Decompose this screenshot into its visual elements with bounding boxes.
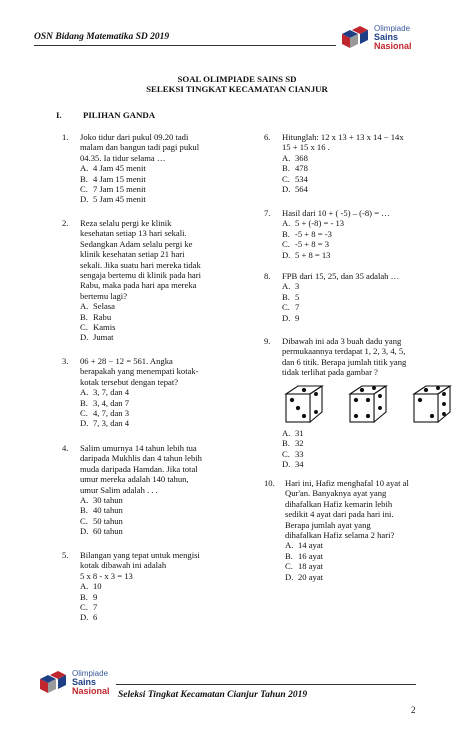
option-text: 34 bbox=[295, 459, 304, 470]
option-letter: D. bbox=[285, 571, 294, 582]
question-number: 5. bbox=[62, 550, 69, 560]
option-text: 18 ayat bbox=[298, 561, 324, 572]
stem-line: dihafalkan Hafiz kemarin lebih bbox=[285, 498, 393, 509]
option bbox=[80, 184, 275, 194]
question-number: 6. bbox=[264, 132, 271, 142]
cube-logo-icon bbox=[338, 24, 372, 54]
question-number: 3. bbox=[62, 356, 69, 366]
question-2 bbox=[62, 218, 275, 343]
section-heading bbox=[56, 110, 155, 120]
option bbox=[282, 459, 460, 469]
option-text: 9 bbox=[295, 312, 300, 323]
option-letter: D. bbox=[282, 312, 291, 323]
header-title: OSN Bidang Matematika SD 2019 bbox=[34, 32, 170, 42]
option bbox=[285, 561, 460, 571]
option bbox=[80, 312, 275, 322]
stem-line: umur Salim adalah . . . bbox=[80, 484, 158, 495]
option bbox=[282, 302, 460, 312]
option-text: 5 + 8 = 13 bbox=[295, 249, 331, 260]
stem-line: Berapa jumlah ayat yang bbox=[285, 519, 371, 530]
stem-line: Reza selalu pergi ke klinik bbox=[80, 218, 172, 228]
option-letter: C. bbox=[285, 561, 293, 572]
stem-line: Bilangan yang tepat untuk mengisi bbox=[80, 550, 200, 560]
option-letter: C. bbox=[80, 408, 88, 419]
option-letter: C. bbox=[80, 602, 88, 613]
stem-line: kotak dibawah ini adalah bbox=[80, 560, 167, 571]
options-list bbox=[80, 581, 275, 623]
option bbox=[282, 229, 460, 239]
option-text: 3, 4, dan 7 bbox=[93, 397, 130, 408]
question-stem bbox=[80, 218, 275, 301]
options-list bbox=[80, 301, 275, 343]
logo-text bbox=[374, 24, 412, 51]
option-text: 40 tahun bbox=[93, 505, 123, 516]
question-8 bbox=[264, 271, 460, 323]
option-text: 20 ayat bbox=[298, 571, 324, 582]
stem-line: 5 x 8 - x 3 = 13 bbox=[80, 570, 133, 581]
question-1 bbox=[62, 132, 275, 205]
option-text: Selasa bbox=[93, 301, 115, 312]
option-text: 4, 7, dan 3 bbox=[93, 408, 130, 419]
option bbox=[285, 572, 460, 582]
options-list bbox=[80, 163, 275, 205]
option-text: 5 Jam 45 menit bbox=[93, 194, 146, 205]
logo-line1: Olimpiade bbox=[374, 24, 411, 33]
option-letter: B. bbox=[80, 591, 88, 602]
option-letter: C. bbox=[282, 239, 290, 250]
option bbox=[282, 174, 460, 184]
option-letter: A. bbox=[282, 218, 291, 229]
footer-rule bbox=[116, 684, 416, 685]
question-stem bbox=[282, 271, 460, 281]
stem-line: Hari ini, Hafiz menghafal 10 ayat al bbox=[285, 478, 409, 488]
stem-line: dan 6 titik. Berapa jumlah titik yang bbox=[282, 356, 407, 367]
die-icon bbox=[350, 386, 386, 422]
main-title: SOAL OLIMPIADE SAINS SD bbox=[177, 74, 297, 84]
option bbox=[80, 387, 275, 397]
stem-line: umur mereka adalah 140 tahun, bbox=[80, 474, 189, 485]
option-letter: B. bbox=[285, 550, 293, 561]
question-7 bbox=[264, 208, 460, 260]
option-text: 7 bbox=[295, 302, 300, 313]
options-list bbox=[282, 153, 460, 195]
option-letter: B. bbox=[282, 438, 290, 449]
option-text: 32 bbox=[295, 438, 304, 449]
question-number: 2. bbox=[62, 218, 69, 228]
option-text: -5 + 8 = -3 bbox=[295, 228, 332, 239]
option-letter: B. bbox=[282, 291, 290, 302]
question-number: 4. bbox=[62, 443, 69, 453]
option bbox=[80, 408, 275, 418]
question-stem bbox=[282, 208, 460, 218]
option-letter: C. bbox=[282, 448, 290, 459]
question-number: 9. bbox=[264, 336, 271, 346]
option-text: 50 tahun bbox=[93, 515, 123, 526]
stem-line: Sedangkan Adam selalu pergi ke bbox=[80, 238, 193, 249]
option-text: Rabu bbox=[93, 311, 112, 322]
stem-line: 04.35. Ia tidur selama … bbox=[80, 152, 166, 163]
option bbox=[80, 301, 275, 311]
option-text: 7 bbox=[93, 602, 98, 613]
stem-line: Salim umurnya 14 tahun lebih tua bbox=[80, 443, 197, 453]
stem-line: Joko tidur dari pukul 09.20 tadi bbox=[80, 132, 189, 142]
option-letter: A. bbox=[80, 301, 89, 312]
option-text: 33 bbox=[295, 448, 304, 459]
stem-line: daripada Mukhlis dan 4 tahun lebih bbox=[80, 453, 202, 464]
cube-logo-icon bbox=[36, 669, 70, 699]
stem-line: sekali. Jika suatu hari mereka tidak bbox=[80, 259, 201, 270]
option bbox=[80, 163, 275, 173]
option-letter: C. bbox=[282, 173, 290, 184]
option-text: 14 ayat bbox=[298, 540, 324, 551]
stem-line: 06 + 28 − 12 = 561. Angka bbox=[80, 356, 173, 366]
option bbox=[80, 602, 275, 612]
section-label: PILIHAN GANDA bbox=[83, 110, 156, 120]
question-stem bbox=[80, 550, 275, 581]
stem-line: bertemu lagi? bbox=[80, 290, 128, 301]
options-list bbox=[80, 387, 275, 429]
question-4 bbox=[62, 443, 275, 537]
option bbox=[80, 194, 275, 204]
question-stem bbox=[282, 336, 460, 378]
option bbox=[282, 281, 460, 291]
option bbox=[285, 551, 460, 561]
osn-logo-footer bbox=[36, 669, 110, 704]
stem-line: kotak tersebut dengan tepat? bbox=[80, 376, 179, 387]
option-text: 478 bbox=[295, 163, 308, 174]
option-text: 60 tahun bbox=[93, 526, 123, 537]
option-text: 30 tahun bbox=[93, 495, 123, 506]
options-list bbox=[285, 540, 460, 582]
option-text: 5 bbox=[295, 291, 300, 302]
option-letter: B. bbox=[80, 311, 88, 322]
stem-line: Qur'an. Banyaknya ayat yang bbox=[285, 488, 387, 499]
options-list bbox=[282, 218, 460, 260]
stem-line: Hasil dari 10 + ( -5) – (-8) = … bbox=[282, 208, 390, 218]
option-letter: C. bbox=[282, 302, 290, 313]
stem-line: Dibawah ini ada 3 buah dadu yang bbox=[282, 336, 402, 346]
option bbox=[282, 313, 460, 323]
option bbox=[282, 153, 460, 163]
option-letter: B. bbox=[80, 505, 88, 516]
stem-line: sengaja bertemu di klinik pada hari bbox=[80, 270, 201, 281]
section-number: I. bbox=[56, 110, 62, 120]
option-letter: D. bbox=[282, 459, 291, 470]
question-stem bbox=[80, 443, 275, 495]
option bbox=[282, 250, 460, 260]
option-letter: D. bbox=[80, 418, 89, 429]
footer-text: Seleksi Tingkat Kecamatan Cianjur Tahun 2019 bbox=[118, 690, 308, 700]
option bbox=[80, 592, 275, 602]
header-rule bbox=[34, 45, 336, 46]
three-dice-figure bbox=[276, 382, 466, 426]
stem-line: 15 + 15 x 16 . bbox=[282, 142, 330, 153]
page-number: 2 bbox=[411, 705, 416, 715]
option-text: -5 + 8 = 3 bbox=[295, 239, 330, 250]
stem-line: permukaannya terdapat 1, 2, 3, 4, 5, bbox=[282, 346, 406, 357]
die-icon bbox=[414, 386, 450, 422]
question-stem bbox=[80, 132, 275, 163]
stem-line: Rabu, maka pada hari apa mereka bbox=[80, 280, 197, 291]
option-letter: A. bbox=[80, 387, 89, 398]
option bbox=[80, 332, 275, 342]
option-text: Kamis bbox=[93, 322, 116, 333]
die-icon bbox=[286, 386, 322, 422]
question-5 bbox=[62, 550, 275, 623]
stem-line: muda daripada Hamdan. Jika total bbox=[80, 463, 198, 474]
option bbox=[282, 218, 460, 228]
options-list bbox=[282, 281, 460, 323]
options-list bbox=[282, 428, 460, 470]
options-list bbox=[80, 495, 275, 537]
stem-line: berapakah yang menempati kotak- bbox=[80, 366, 199, 377]
option-letter: D. bbox=[80, 612, 89, 623]
option-text: 31 bbox=[295, 428, 304, 439]
option-letter: A. bbox=[282, 152, 291, 163]
question-number: 10. bbox=[264, 478, 275, 488]
option bbox=[282, 184, 460, 194]
option bbox=[80, 322, 275, 332]
option-letter: B. bbox=[80, 173, 88, 184]
stem-line: klinik kesehatan setiap 21 hari bbox=[80, 249, 185, 260]
option-text: 3 bbox=[295, 281, 300, 292]
option-text: 4 Jam 15 menit bbox=[93, 173, 146, 184]
stem-line: sedikit 4 ayat dari pada hari ini. bbox=[285, 509, 394, 520]
option-text: 6 bbox=[93, 612, 98, 623]
option bbox=[282, 449, 460, 459]
option-text: 4 Jam 45 menit bbox=[93, 163, 146, 174]
option bbox=[80, 398, 275, 408]
option bbox=[80, 516, 275, 526]
option bbox=[80, 526, 275, 536]
option-text: 368 bbox=[295, 152, 308, 163]
option-text: 10 bbox=[93, 581, 102, 592]
option-letter: C. bbox=[80, 322, 88, 333]
option bbox=[80, 505, 275, 515]
question-stem bbox=[282, 132, 460, 153]
option-text: 7 Jam 15 menit bbox=[93, 184, 146, 195]
option-text: 16 ayat bbox=[298, 550, 324, 561]
option-text: 564 bbox=[295, 184, 308, 195]
question-stem bbox=[80, 356, 275, 387]
option-text: Jumat bbox=[93, 332, 114, 343]
question-stem bbox=[285, 478, 460, 540]
option bbox=[80, 495, 275, 505]
option bbox=[80, 418, 275, 428]
option bbox=[282, 428, 460, 438]
stem-line: tidak terlihat pada gambar ? bbox=[282, 367, 378, 378]
option bbox=[80, 581, 275, 591]
option bbox=[80, 174, 275, 184]
option-letter: A. bbox=[282, 428, 291, 439]
sub-title: SELEKSI TINGKAT KECAMATAN CIANJUR bbox=[146, 84, 328, 94]
question-number: 8. bbox=[264, 271, 271, 281]
option-letter: C. bbox=[80, 515, 88, 526]
option-letter: B. bbox=[80, 397, 88, 408]
option-letter: D. bbox=[282, 249, 291, 260]
option-letter: D. bbox=[282, 184, 291, 195]
question-3 bbox=[62, 356, 275, 429]
stem-line: Hitunglah: 12 x 13 + 13 x 14 − 14x bbox=[282, 132, 404, 142]
logo-line3: Nasional bbox=[72, 686, 110, 696]
option-letter: D. bbox=[80, 526, 89, 537]
option-text: 7, 3, dan 4 bbox=[93, 418, 130, 429]
option bbox=[282, 239, 460, 249]
option bbox=[282, 163, 460, 173]
logo-line2: Sains bbox=[374, 32, 399, 42]
question-6 bbox=[264, 132, 460, 194]
option-text: 534 bbox=[295, 173, 308, 184]
option-letter: A. bbox=[285, 540, 294, 551]
question-10 bbox=[264, 478, 460, 582]
option-text: 3, 7, dan 4 bbox=[93, 387, 130, 398]
option bbox=[285, 540, 460, 550]
logo-line2: Sains bbox=[72, 677, 97, 687]
option-text: 5 + (-8) = - 13 bbox=[295, 218, 345, 229]
logo-line1: Olimpiade bbox=[72, 669, 109, 678]
stem-line: kesehatan setiap 13 hari sekali. bbox=[80, 228, 187, 239]
option bbox=[80, 612, 275, 622]
option-letter: D. bbox=[80, 332, 89, 343]
option-letter: B. bbox=[282, 163, 290, 174]
option-text: 9 bbox=[93, 591, 98, 602]
question-number: 1. bbox=[62, 132, 69, 142]
logo-text bbox=[72, 669, 110, 696]
stem-line: dihafalkan Hafiz selama 2 hari? bbox=[285, 530, 395, 541]
option-letter: D. bbox=[80, 194, 89, 205]
option-letter: A. bbox=[80, 163, 89, 174]
stem-line: FPB dari 15, 25, dan 35 adalah … bbox=[282, 271, 400, 281]
option-letter: A. bbox=[80, 581, 89, 592]
option-letter: A. bbox=[80, 495, 89, 506]
option-letter: C. bbox=[80, 184, 88, 195]
option-letter: B. bbox=[282, 228, 290, 239]
option bbox=[282, 438, 460, 448]
question-number: 7. bbox=[264, 208, 271, 218]
logo-line3: Nasional bbox=[374, 41, 412, 51]
osn-logo bbox=[338, 24, 412, 59]
option bbox=[282, 292, 460, 302]
question-9 bbox=[264, 336, 460, 470]
option-letter: A. bbox=[282, 281, 291, 292]
stem-line: malam dan bangun tadi pagi pukul bbox=[80, 142, 200, 153]
